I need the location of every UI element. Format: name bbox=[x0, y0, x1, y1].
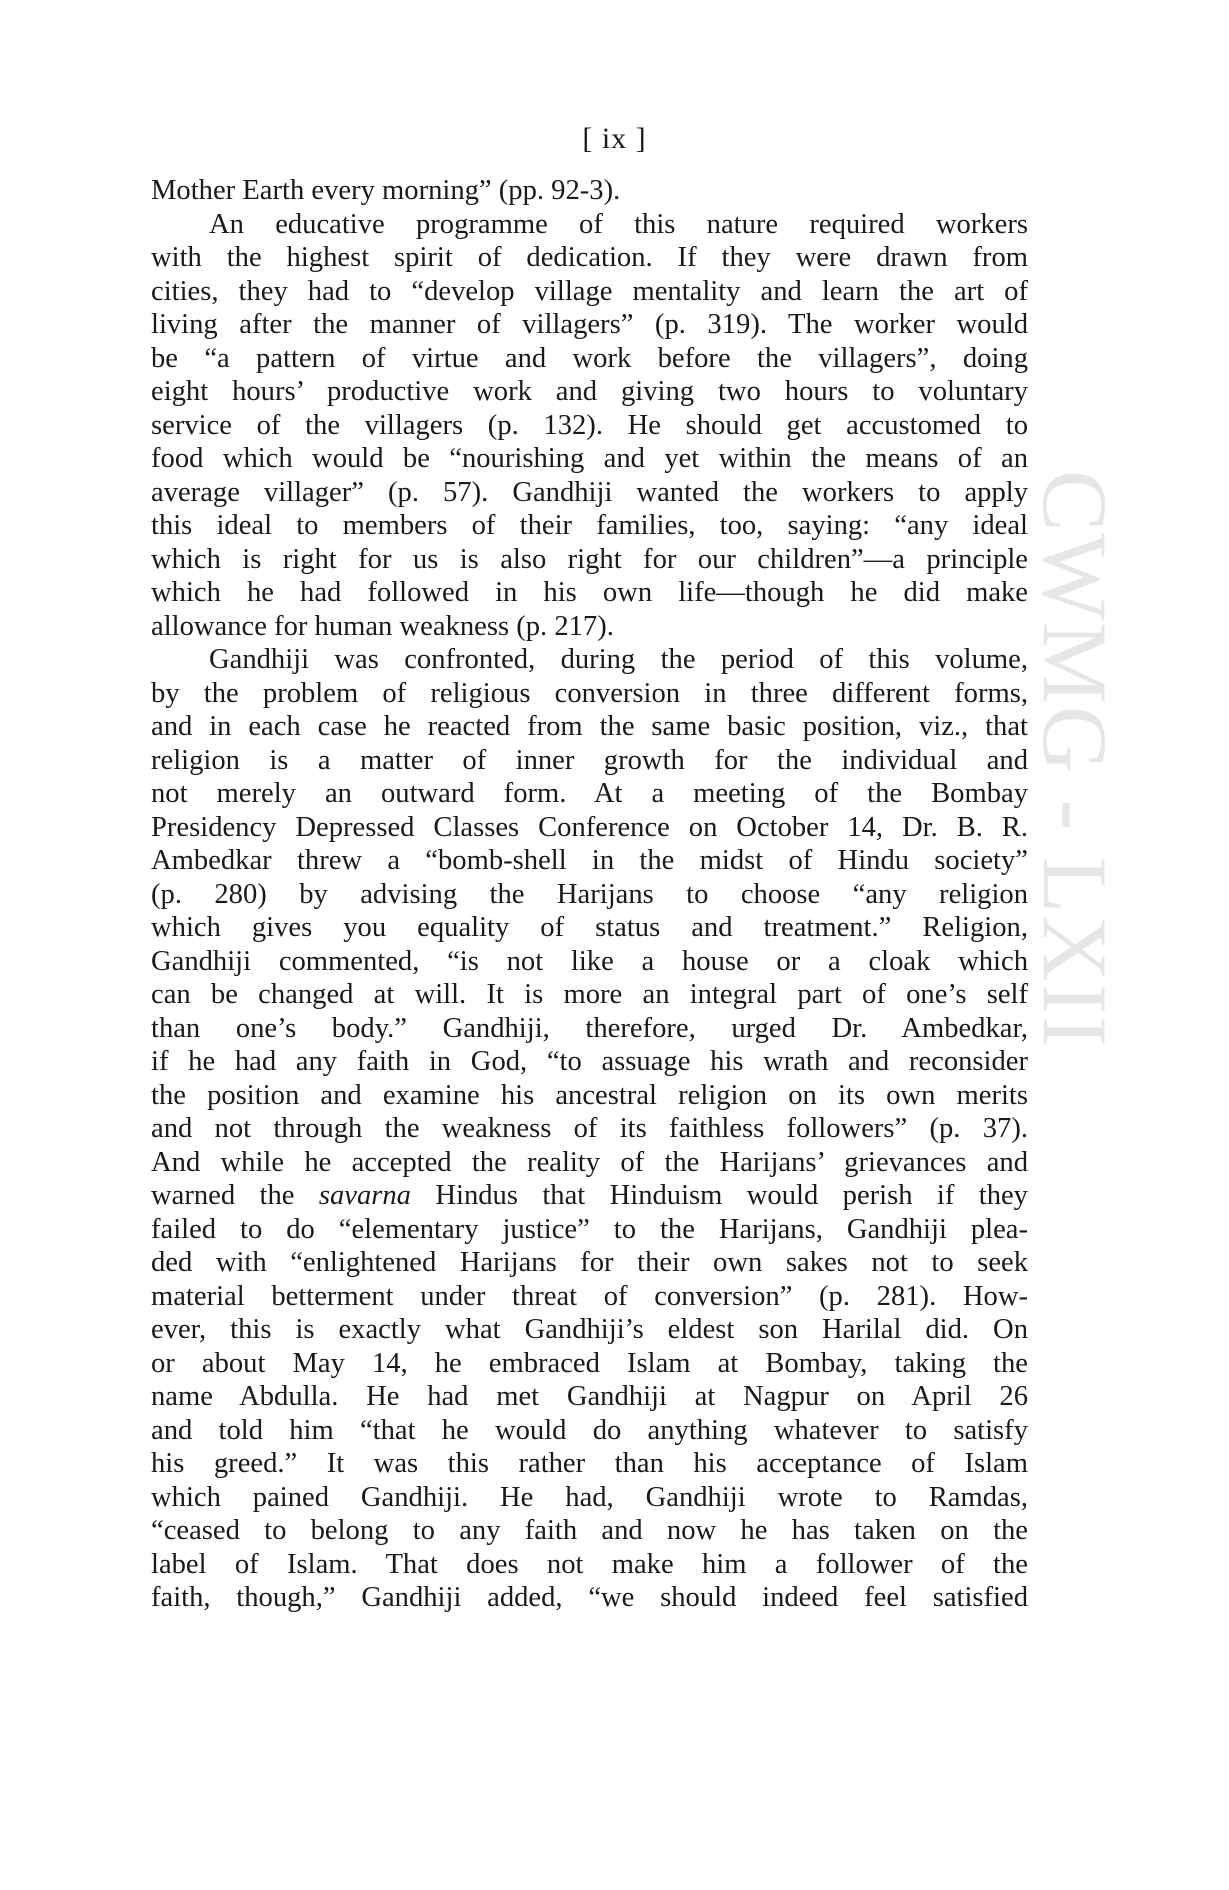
text-line: religion is a matter of inner growth for the individual and bbox=[151, 744, 1028, 776]
text-line: Gandhiji was confronted, during the period of this volume, bbox=[209, 644, 1028, 675]
text-line: ded with “enlightened Harijans for their own sakes not to seek bbox=[151, 1247, 1028, 1278]
text-line: which gives you equality of status and treatment.” Religion, bbox=[151, 912, 1028, 943]
text-line bbox=[151, 1179, 1028, 1213]
text-line: can be changed at will. It is more an integral part of one’s self bbox=[151, 979, 1028, 1010]
text-line: faith, though,” Gandhiji added, “we should indeed feel satisfied bbox=[151, 1582, 1028, 1613]
text-line: and in each case he reacted from the same basic position, viz., that bbox=[151, 711, 1028, 742]
italic-term: savarna bbox=[318, 1180, 411, 1211]
text-line: “ceased to belong to any faith and now he has taken on the bbox=[151, 1515, 1028, 1546]
body-text bbox=[151, 174, 1028, 1615]
text-line: food which would be “nourishing and yet within the means of an bbox=[151, 443, 1028, 474]
text-line: cities, they had to “develop village mentality and learn the art of bbox=[151, 275, 1028, 307]
text-line: Ambedkar threw a “bomb-shell in the midst of Hindu society” bbox=[151, 845, 1028, 876]
text-line: by the problem of religious conversion in three different forms, bbox=[151, 677, 1028, 709]
watermark bbox=[1024, 470, 1126, 1430]
text-line: average villager” (p. 57). Gandhiji wanted the workers to apply bbox=[151, 476, 1028, 508]
text-line: eight hours’ productive work and giving two hours to voluntary bbox=[151, 376, 1028, 407]
page-number: [ ix ] bbox=[582, 122, 647, 155]
text-line: material betterment under threat of conversion” (p. 281). How- bbox=[151, 1280, 1028, 1312]
text-line: with the highest spirit of dedication. If they were drawn from bbox=[151, 242, 1028, 273]
text-line: or about May 14, he embraced Islam at Bombay, taking the bbox=[151, 1347, 1028, 1379]
text-line: if he had any faith in God, “to assuage his wrath and reconsider bbox=[151, 1046, 1028, 1077]
text-line: failed to do “elementary justice” to the Harijans, Gandhiji plea- bbox=[151, 1213, 1028, 1245]
text-segment: warned the bbox=[151, 1180, 319, 1211]
text-line: Mother Earth every morning” (pp. 92-3). bbox=[151, 175, 621, 206]
text-line: An educative programme of this nature required workers bbox=[209, 208, 1028, 240]
text-line: this ideal to members of their families, too, saying: “any ideal bbox=[151, 510, 1028, 541]
text-line: And while he accepted the reality of the Harijans’ grievances and bbox=[151, 1146, 1028, 1178]
text-line: Presidency Depressed Classes Conference on October 14, Dr. B. R. bbox=[151, 811, 1028, 843]
text-line: the position and examine his ancestral religion on its own merits bbox=[151, 1079, 1028, 1111]
text-line: label of Islam. That does not make him a follower of the bbox=[151, 1548, 1028, 1580]
watermark-text: CWMG - LXII bbox=[1024, 470, 1126, 1049]
text-line: be “a pattern of virtue and work before the villagers”, doing bbox=[151, 342, 1028, 374]
text-line: and told him “that he would do anything whatever to satisfy bbox=[151, 1414, 1028, 1446]
text-line: Gandhiji commented, “is not like a house or a cloak which bbox=[151, 945, 1028, 977]
text-line: than one’s body.” Gandhiji, therefore, urged Dr. Ambedkar, bbox=[151, 1012, 1028, 1044]
text-line: allowance for human weakness (p. 217). bbox=[151, 610, 614, 642]
text-line: his greed.” It was this rather than his acceptance of Islam bbox=[151, 1448, 1028, 1479]
text-line: which he had followed in his own life—though he did make bbox=[151, 577, 1028, 608]
text-line: which pained Gandhiji. He had, Gandhiji wrote to Ramdas, bbox=[151, 1481, 1028, 1513]
text-line: living after the manner of villagers” (p. 319). The worker would bbox=[151, 309, 1028, 340]
text-line: not merely an outward form. At a meeting of the Bombay bbox=[151, 778, 1028, 809]
text-line: which is right for us is also right for our children”—a principle bbox=[151, 543, 1028, 575]
text-line: service of the villagers (p. 132). He should get accustomed to bbox=[151, 409, 1028, 441]
text-segment: Hindus that Hinduism would perish if they bbox=[410, 1180, 1028, 1211]
text-line: (p. 280) by advising the Harijans to choose “any religion bbox=[151, 878, 1028, 910]
text-line: ever, this is exactly what Gandhiji’s eldest son Harilal did. On bbox=[151, 1314, 1028, 1345]
text-line: and not through the weakness of its faithless followers” (p. 37). bbox=[151, 1113, 1028, 1144]
text-line: name Abdulla. He had met Gandhiji at Nagpur on April 26 bbox=[151, 1381, 1028, 1412]
